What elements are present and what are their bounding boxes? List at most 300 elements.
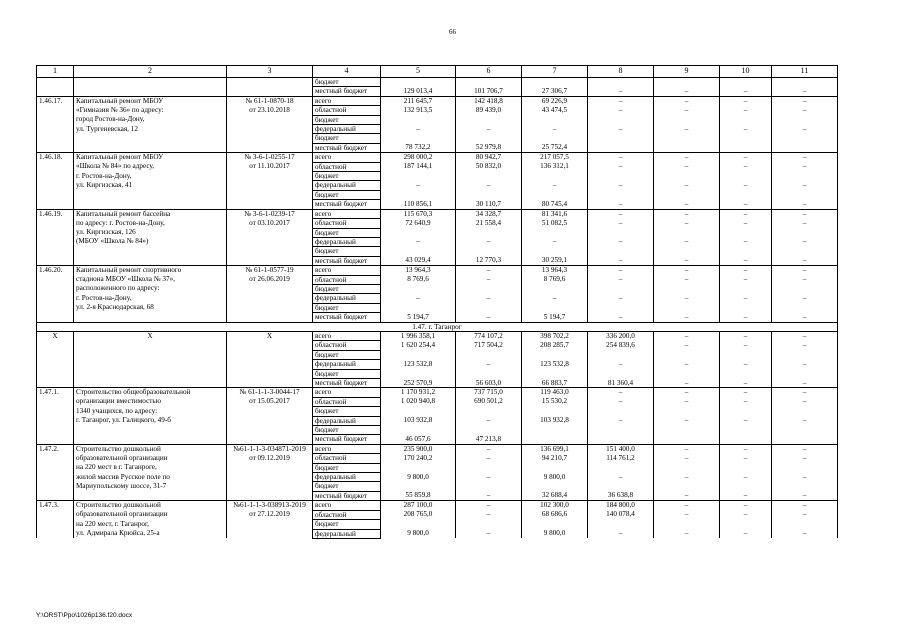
item-number [37, 416, 74, 425]
amount-cell: 774 107,2 [456, 331, 522, 340]
amount-cell [381, 284, 456, 293]
amount-cell [720, 247, 772, 256]
amount-cell: – [654, 275, 720, 284]
item-name [74, 78, 227, 87]
item-number [37, 510, 74, 519]
document-ref [227, 115, 313, 124]
table-row [37, 397, 838, 406]
table-row [37, 172, 838, 181]
table-row [37, 360, 838, 369]
table-row [37, 463, 838, 472]
amount-cell: – [654, 444, 720, 453]
document-ref [227, 426, 313, 435]
amount-cell [522, 520, 588, 529]
table-row [37, 350, 838, 359]
amount-cell: – [588, 529, 654, 538]
table-row [37, 454, 838, 463]
funding-source: всего [313, 331, 381, 340]
amount-cell [522, 247, 588, 256]
document-ref: от 26.06.2019 [227, 275, 313, 284]
amount-cell: 9 800,0 [381, 473, 456, 482]
amount-cell: 298 000,2 [381, 153, 456, 162]
amount-cell: – [654, 529, 720, 538]
table-row [37, 520, 838, 529]
document-ref: от 09.12.2019 [227, 454, 313, 463]
file-path-footer: Y:\ORST\Ppo\1026p136.f20.docx [36, 612, 133, 619]
amount-cell: 36 638,8 [588, 491, 654, 500]
item-number: 1.47.3. [37, 501, 74, 510]
amount-cell: 211 645,7 [381, 96, 456, 105]
item-number [37, 284, 74, 293]
amount-cell: – [720, 294, 772, 303]
amount-cell [588, 190, 654, 199]
table-row [37, 134, 838, 143]
amount-cell: – [456, 237, 522, 246]
amount-cell [654, 228, 720, 237]
item-name: 1340 учащихся, по адресу: [74, 407, 227, 416]
amount-cell: – [772, 416, 838, 425]
amount-cell: – [720, 416, 772, 425]
document-ref [227, 360, 313, 369]
amount-cell: – [522, 181, 588, 190]
table-row [37, 153, 838, 162]
amount-cell [654, 435, 720, 444]
funding-source: бюджет [313, 482, 381, 491]
table-row [37, 96, 838, 105]
item-number [37, 237, 74, 246]
amount-cell: – [720, 162, 772, 171]
amount-cell [588, 350, 654, 359]
amount-cell: 129 013,4 [381, 87, 456, 96]
funding-source: местный бюджет [313, 491, 381, 500]
amount-cell: – [381, 181, 456, 190]
amount-cell: – [522, 125, 588, 134]
amount-cell: – [588, 360, 654, 369]
amount-cell: – [772, 125, 838, 134]
amount-cell: – [654, 341, 720, 350]
amount-cell: – [772, 341, 838, 350]
amount-cell: – [720, 473, 772, 482]
amount-cell [654, 115, 720, 124]
table-row [37, 275, 838, 284]
amount-cell: – [381, 237, 456, 246]
amount-cell [588, 407, 654, 416]
item-name: образовательной организации [74, 454, 227, 463]
amount-cell [772, 463, 838, 472]
item-number [37, 529, 74, 538]
item-number [37, 228, 74, 237]
amount-cell: 8 769,6 [381, 275, 456, 284]
item-name: Капитальный ремонт спортивного [74, 266, 227, 275]
document-ref: № 3-6-1-0239-17 [227, 209, 313, 218]
amount-cell [772, 78, 838, 87]
document-ref [227, 256, 313, 265]
amount-cell: – [456, 360, 522, 369]
amount-cell: – [588, 397, 654, 406]
table-row [37, 510, 838, 519]
item-number [37, 397, 74, 406]
table-row [37, 416, 838, 425]
document-ref: от 11.10.2017 [227, 162, 313, 171]
amount-cell: – [772, 529, 838, 538]
amount-cell [522, 350, 588, 359]
amount-cell: – [772, 510, 838, 519]
funding-source: бюджет [313, 520, 381, 529]
amount-cell [654, 369, 720, 378]
amount-cell: 80 745,4 [522, 200, 588, 209]
amount-cell: 717 504,2 [456, 341, 522, 350]
item-name: Строительство дошкольной [74, 501, 227, 510]
item-name: ул. Киргизская, 126 [74, 228, 227, 237]
amount-cell: 336 200,0 [588, 331, 654, 340]
amount-cell: 68 686,6 [522, 510, 588, 519]
amount-cell: 43 029,4 [381, 256, 456, 265]
amount-cell: – [588, 275, 654, 284]
document-ref [227, 379, 313, 388]
amount-cell: 30 110,7 [456, 200, 522, 209]
table-row [37, 313, 838, 322]
item-name: ул. 2-я Краснодарская, 68 [74, 303, 227, 312]
item-number [37, 341, 74, 350]
document-ref [227, 341, 313, 350]
funding-source: местный бюджет [313, 435, 381, 444]
amount-cell: 187 144,1 [381, 162, 456, 171]
amount-cell: 56 603,0 [456, 379, 522, 388]
document-ref [227, 482, 313, 491]
amount-cell: – [654, 473, 720, 482]
amount-cell: 13 964,3 [522, 266, 588, 275]
amount-cell [456, 369, 522, 378]
amount-cell [720, 284, 772, 293]
amount-cell: 5 194,7 [381, 313, 456, 322]
amount-cell: 254 839,6 [588, 341, 654, 350]
amount-cell [588, 228, 654, 237]
amount-cell [456, 520, 522, 529]
item-name [74, 491, 227, 500]
table-row [37, 473, 838, 482]
item-name [74, 143, 227, 152]
amount-cell: – [772, 379, 838, 388]
amount-cell: – [720, 360, 772, 369]
column-header: 6 [456, 66, 522, 78]
amount-cell [720, 463, 772, 472]
amount-cell [381, 228, 456, 237]
amount-cell [654, 134, 720, 143]
amount-cell: – [456, 510, 522, 519]
amount-cell: – [654, 416, 720, 425]
amount-cell [720, 143, 772, 152]
table-row [37, 266, 838, 275]
amount-cell: 66 883,7 [522, 379, 588, 388]
table-row [37, 228, 838, 237]
amount-cell [381, 369, 456, 378]
document-ref: № 61-1-1-3-0044-17 [227, 388, 313, 397]
amount-cell: – [720, 444, 772, 453]
amount-cell: – [772, 473, 838, 482]
amount-cell [588, 247, 654, 256]
funding-source: всего [313, 388, 381, 397]
amount-cell: – [456, 313, 522, 322]
amount-cell: – [456, 491, 522, 500]
amount-cell: 184 800,0 [588, 501, 654, 510]
amount-cell: 25 752,4 [522, 143, 588, 152]
amount-cell [456, 134, 522, 143]
amount-cell [720, 303, 772, 312]
item-number [37, 162, 74, 171]
amount-cell [381, 520, 456, 529]
table-row [37, 407, 838, 416]
document-ref: №61-1-1-3-034871-2019 [227, 444, 313, 453]
amount-cell: 208 285,7 [522, 341, 588, 350]
amount-cell [588, 78, 654, 87]
amount-cell: 78 732,2 [381, 143, 456, 152]
amount-cell [772, 284, 838, 293]
amount-cell: – [772, 219, 838, 228]
amount-cell: – [654, 162, 720, 171]
amount-cell: – [772, 491, 838, 500]
amount-cell: – [654, 360, 720, 369]
amount-cell [381, 482, 456, 491]
document-ref [227, 369, 313, 378]
document-ref [227, 237, 313, 246]
item-number [37, 247, 74, 256]
amount-cell: – [588, 209, 654, 218]
amount-cell: – [522, 294, 588, 303]
amount-cell [772, 369, 838, 378]
amount-cell: 81 341,6 [522, 209, 588, 218]
document-ref [227, 228, 313, 237]
amount-cell: – [588, 237, 654, 246]
item-number [37, 313, 74, 322]
funding-source: федеральный [313, 529, 381, 538]
document-ref: № 61-1-0577-19 [227, 266, 313, 275]
item-name: организации вместимостью [74, 397, 227, 406]
amount-cell: 1 620 254,4 [381, 341, 456, 350]
table-row [37, 426, 838, 435]
amount-cell [772, 115, 838, 124]
amount-cell [720, 228, 772, 237]
item-name [74, 200, 227, 209]
amount-cell [588, 482, 654, 491]
amount-cell [456, 172, 522, 181]
amount-cell: – [772, 331, 838, 340]
item-name [74, 435, 227, 444]
amount-cell: 50 832,0 [456, 162, 522, 171]
funding-source: областной [313, 219, 381, 228]
item-number [37, 303, 74, 312]
amount-cell: – [381, 125, 456, 134]
amount-cell: – [588, 153, 654, 162]
amount-cell [772, 435, 838, 444]
amount-cell [522, 407, 588, 416]
amount-cell: 287 100,0 [381, 501, 456, 510]
amount-cell: – [654, 256, 720, 265]
amount-cell: 142 418,8 [456, 96, 522, 105]
amount-cell [381, 172, 456, 181]
item-number [37, 463, 74, 472]
column-header: 10 [720, 66, 772, 78]
table-row [37, 237, 838, 246]
amount-cell [456, 190, 522, 199]
table-row [37, 284, 838, 293]
amount-cell: 47 213,8 [456, 435, 522, 444]
item-name: по адресу: г. Ростов-на-Дону, [74, 219, 227, 228]
amount-cell [522, 284, 588, 293]
table-row [37, 435, 838, 444]
funding-source: всего [313, 96, 381, 105]
amount-cell [720, 426, 772, 435]
table-row [37, 341, 838, 350]
amount-cell [456, 426, 522, 435]
amount-cell: – [588, 294, 654, 303]
item-name: стадиона МБОУ «Школа № 37», [74, 275, 227, 284]
amount-cell [588, 435, 654, 444]
item-name [74, 87, 227, 96]
amount-cell [772, 134, 838, 143]
table-row [37, 491, 838, 500]
item-number [37, 294, 74, 303]
item-name: «Школа № 84» по адресу, [74, 162, 227, 171]
amount-cell: 136 699,1 [522, 444, 588, 453]
item-number [37, 115, 74, 124]
item-name [74, 379, 227, 388]
table-row [37, 331, 838, 340]
amount-cell: 12 770,3 [456, 256, 522, 265]
column-header: 9 [654, 66, 720, 78]
column-header: 7 [522, 66, 588, 78]
amount-cell: 15 530,2 [522, 397, 588, 406]
amount-cell: 21 558,4 [456, 219, 522, 228]
amount-cell: 114 761,2 [588, 454, 654, 463]
amount-cell: – [588, 416, 654, 425]
amount-cell: – [456, 416, 522, 425]
amount-cell: – [654, 125, 720, 134]
item-number [37, 219, 74, 228]
amount-cell: – [588, 266, 654, 275]
amount-cell [720, 435, 772, 444]
amount-cell [456, 78, 522, 87]
amount-cell: – [588, 125, 654, 134]
amount-cell [654, 520, 720, 529]
table-row [37, 388, 838, 397]
amount-cell: – [588, 200, 654, 209]
item-number [37, 491, 74, 500]
item-name: Капитальный ремонт бассейна [74, 209, 227, 218]
amount-cell: – [772, 181, 838, 190]
amount-cell: – [772, 209, 838, 218]
amount-cell [654, 407, 720, 416]
amount-cell: – [588, 87, 654, 96]
table-row [37, 369, 838, 378]
amount-cell [654, 284, 720, 293]
amount-cell: – [720, 454, 772, 463]
amount-cell [522, 228, 588, 237]
table-row [37, 256, 838, 265]
table-row [37, 209, 838, 218]
funding-source: федеральный [313, 237, 381, 246]
amount-cell: – [456, 473, 522, 482]
amount-cell: 5 194,7 [522, 313, 588, 322]
item-name: ул. Тургеневская, 12 [74, 125, 227, 134]
table-row [37, 78, 838, 87]
document-ref [227, 284, 313, 293]
amount-cell [588, 284, 654, 293]
amount-cell [772, 350, 838, 359]
funding-source: всего [313, 444, 381, 453]
amount-cell: – [654, 153, 720, 162]
amount-cell: – [588, 256, 654, 265]
item-number: 1.46.20. [37, 266, 74, 275]
document-ref [227, 200, 313, 209]
amount-cell: – [588, 106, 654, 115]
amount-cell [588, 172, 654, 181]
amount-cell [588, 143, 654, 152]
amount-cell [381, 426, 456, 435]
amount-cell [720, 78, 772, 87]
amount-cell: – [720, 501, 772, 510]
amount-cell: 9 800,0 [522, 473, 588, 482]
amount-cell: 102 300,0 [522, 501, 588, 510]
item-number [37, 275, 74, 284]
amount-cell: – [720, 379, 772, 388]
amount-cell: – [654, 106, 720, 115]
item-number [37, 87, 74, 96]
amount-cell [654, 247, 720, 256]
funding-source: федеральный [313, 360, 381, 369]
amount-cell: – [456, 266, 522, 275]
document-ref [227, 294, 313, 303]
amount-cell [456, 228, 522, 237]
document-ref [227, 407, 313, 416]
funding-source: областной [313, 106, 381, 115]
amount-cell: – [772, 388, 838, 397]
amount-cell: – [720, 200, 772, 209]
document-ref: Х [227, 331, 313, 340]
document-ref: от 23.10.2018 [227, 106, 313, 115]
document-ref [227, 247, 313, 256]
amount-cell: – [654, 266, 720, 275]
table-row [37, 115, 838, 124]
funding-source: местный бюджет [313, 87, 381, 96]
amount-cell [381, 350, 456, 359]
page-number: 66 [449, 28, 456, 36]
amount-cell: – [654, 237, 720, 246]
amount-cell: – [654, 501, 720, 510]
amount-cell: – [772, 397, 838, 406]
amount-cell [772, 190, 838, 199]
amount-cell: – [654, 209, 720, 218]
amount-cell: – [720, 313, 772, 322]
funding-source: местный бюджет [313, 256, 381, 265]
funding-source: местный бюджет [313, 379, 381, 388]
item-number: 1.47.2. [37, 444, 74, 453]
item-number [37, 379, 74, 388]
table-row [37, 482, 838, 491]
item-name [74, 350, 227, 359]
amount-cell [772, 247, 838, 256]
document-ref [227, 134, 313, 143]
amount-cell: – [772, 501, 838, 510]
amount-cell [381, 134, 456, 143]
column-header: 3 [227, 66, 313, 78]
amount-cell: – [720, 256, 772, 265]
funding-source: бюджет [313, 463, 381, 472]
table-row [37, 143, 838, 152]
amount-cell: 43 474,5 [522, 106, 588, 115]
amount-cell [588, 463, 654, 472]
amount-cell [720, 482, 772, 491]
amount-cell: – [772, 360, 838, 369]
